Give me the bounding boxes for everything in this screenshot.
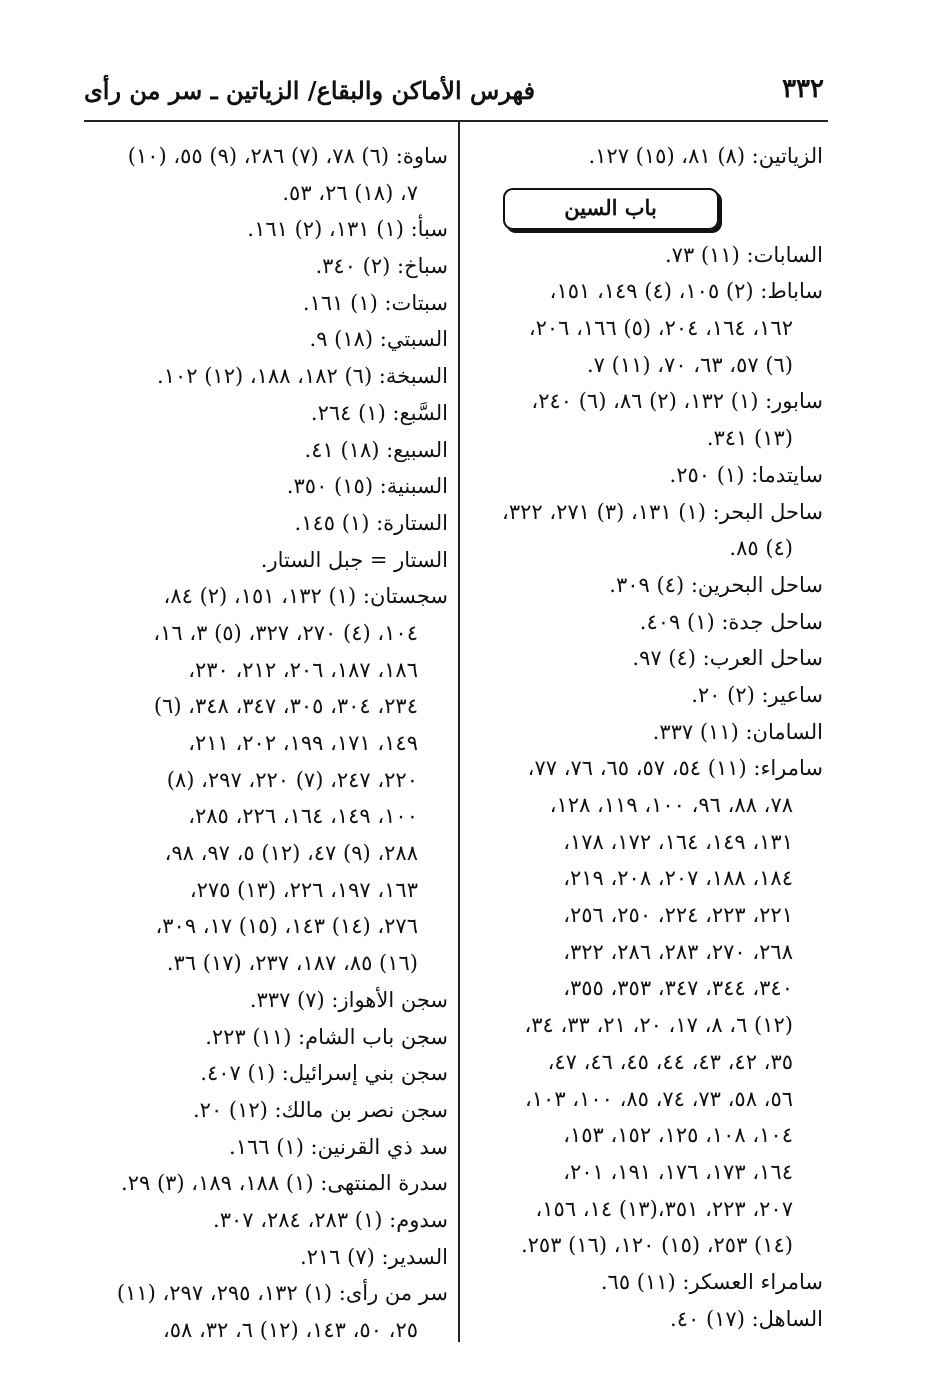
index-entry-continuation: ١٦٢، ١٦٤، ٢٠٤، (٥) ١٦٦، ٢٠٦، xyxy=(528,316,793,341)
index-entry: ساحل العرب: (٤) ٩٧. xyxy=(632,646,823,671)
index-entry-continuation: ٧٨، ٨٨، ٩٦، ١٠٠، ١١٩، ١٢٨، xyxy=(549,793,793,817)
index-entry: سجن نصر بن مالك: (١٢) ٢٠. xyxy=(192,1097,448,1122)
index-entry-continuation: ٧، (١٨) ٢٦، ٥٣. xyxy=(282,180,418,205)
index-entry-continuation: (١٦) ٨٥، ١٨٧، ٢٣٧، (١٧) ٣٦. xyxy=(166,951,418,976)
index-entry: ساوة: (٦) ٧٨، (٧) ٢٨٦، (٩) ٥٥، (١٠) xyxy=(127,144,448,168)
index-entry-continuation: (٤) ٨٥. xyxy=(729,536,793,561)
index-entry-continuation: ٣٤٠، ٣٤٤، ٣٤٧، ٣٥٣، ٣٥٥، xyxy=(563,976,793,1001)
index-entry-continuation: ٢٨٨، (٩) ٤٧، (١٢) ٥، ٩٧، ٩٨، xyxy=(164,841,418,866)
index-entry: سدوم: (١) ٢٨٣، ٢٨٤، ٣٠٧. xyxy=(213,1207,448,1232)
index-entry-continuation: ٢٣٤، ٣٠٤، ٣٠٥، ٣٤٧، ٣٤٨، (٦) xyxy=(153,694,418,719)
index-entry: السابات: (١١) ٧٣. xyxy=(664,242,823,267)
index-entry-continuation: ١٠٤، ١٠٨، ١٢٥، ١٥٢، ١٥٣، xyxy=(563,1123,793,1148)
index-entry: سجن بني إسرائيل: (١) ٤٠٧. xyxy=(200,1061,448,1086)
index-entry-continuation: ٣٥، ٤٢، ٤٣، ٤٤، ٤٥، ٤٦، ٤٧، xyxy=(547,1049,793,1074)
index-entry: السدير: (٧) ٢١٦. xyxy=(299,1244,448,1269)
index-entry-continuation: ٢٥، ٥٠، ١٤٣، (١٢) ٦، ٣٢، ٥٨، xyxy=(162,1318,418,1342)
index-entry: سدرة المنتهى: (١) ١٨٨، ١٨٩، (٣) ٢٩. xyxy=(121,1171,448,1196)
index-entry: ساحل البحر: (١) ١٣١، (٣) ٢٧١، ٣٢٢، xyxy=(502,499,823,524)
index-entry-continuation: ١٣١، ١٤٩، ١٦٤، ١٧٢، ١٧٨، xyxy=(563,829,793,854)
index-entry: ساعير: (٢) ٢٠. xyxy=(691,682,823,707)
index-entry: ساحل جدة: (١) ٤٠٩. xyxy=(639,609,823,634)
section-title: باب السين xyxy=(503,188,719,230)
index-entry: سجستان: (١) ١٣٢، ١٥١، (٢) ٨٤، xyxy=(163,584,448,609)
index-entry: سباخ: (٢) ٣٤٠. xyxy=(315,254,448,279)
index-column-left xyxy=(84,138,448,1349)
index-entry: السامان: (١١) ٣٣٧. xyxy=(652,719,823,744)
index-entry-continuation: ١٨٤، ١٨٨، ٢٠٧، ٢٠٨، ٢١٩، xyxy=(563,866,793,891)
index-entry-continuation: ١٨٦، ١٨٧، ٢٠٦، ٢١٢، ٢٣٠، xyxy=(188,657,418,682)
index-entry: سجن الأهواز: (٧) ٣٣٧. xyxy=(249,987,448,1012)
index-entry: ساحل البحرين: (٤) ٣٠٩. xyxy=(609,572,823,597)
index-entry: سامراء العسكر: (١١) ٦٥. xyxy=(600,1269,823,1294)
index-entry: السبنية: (١٥) ٣٥٠. xyxy=(286,474,448,499)
index-entry: سجن باب الشام: (١١) ٢٢٣. xyxy=(205,1024,448,1049)
index-entry: سد ذي القرنين: (١) ١٦٦. xyxy=(229,1134,448,1159)
index-entry-continuation: ١٦٤، ١٧٣، ١٧٦، ١٩١، ٢٠١، xyxy=(563,1159,793,1184)
index-entry-continuation: ٥٦، ٥٨، ٧٣، ٧٤، ٨٥، ١٠٠، ١٠٣، xyxy=(525,1086,793,1111)
index-entry-continuation: ١٠٠، ١٤٩، ١٦٤، ٢٢٦، ٢٨٥، xyxy=(188,804,418,829)
index-entry-continuation: ٢٦٨، ٢٧٠، ٢٨٣، ٢٨٦، ٣٢٢، xyxy=(563,939,793,964)
index-entry: ساباط: (٢) ١٠٥، (٤) ١٤٩، ١٥١، xyxy=(549,279,823,304)
index-entry-continuation: (٦) ٥٧، ٦٣، ٧٠، (١١) ٧. xyxy=(586,352,793,377)
index-entry: سايتدما: (١) ٢٥٠. xyxy=(669,462,823,487)
index-entry: سابور: (١) ١٣٢، (٢) ٨٦، (٦) ٢٤٠، xyxy=(531,389,823,414)
index-entry-continuation: ٢٢٠، ٢٤٧، (٧) ٢٢٠، ٢٩٧، (٨) xyxy=(166,767,418,792)
index-entry-continuation: ١٤٩، ١٧١، ١٩٩، ٢٠٢، ٢١١، xyxy=(188,731,418,755)
index-column-right xyxy=(468,138,823,1337)
index-entry-continuation: ٢٠٧، ٢٢٣، ٣٥١،(١٣) ١٤، ١٥٦، xyxy=(535,1196,793,1221)
index-entry: السبيع: (١٨) ٤١. xyxy=(304,437,448,462)
index-entry-continuation: (١٢) ٦، ٨، ١٧، ٢٠، ٢١، ٣٣، ٣٤، xyxy=(524,1013,793,1038)
index-entry: سر من رأى: (١) ١٣٢، ٢٩٥، ٢٩٧، (١١) xyxy=(116,1281,448,1306)
index-entry: السبتي: (١٨) ٩. xyxy=(309,327,448,352)
header-rule xyxy=(84,120,828,122)
index-entry-continuation: (١٤) ٢٥٣، (١٥) ١٢٠، (١٦) ٢٥٣. xyxy=(520,1233,793,1258)
index-entry: الستار = جبل الستار. xyxy=(260,547,448,572)
index-entry-continuation: ١٦٣، ١٩٧، ٢٢٦، (١٣) ٢٧٥، xyxy=(189,877,418,902)
index-entry-continuation: ٢٢١، ٢٢٣، ٢٢٤، ٢٥٠، ٢٥٦، xyxy=(563,903,793,928)
index-entry: سبتات: (١) ١٦١. xyxy=(302,290,448,315)
index-entry: سبأ: (١) ١٣١، (٢) ١٦١. xyxy=(247,217,448,242)
index-entry: الزياتين: (٨) ٨١، (١٥) ١٢٧. xyxy=(588,144,823,168)
index-entry: السَّبع: (١) ٢٦٤. xyxy=(310,400,448,425)
index-entry: السبخة: (٦) ١٨٢، ١٨٨، (١٢) ١٠٢. xyxy=(157,364,448,389)
page-number: ٣٣٢ xyxy=(782,74,824,104)
index-entry: سامراء: (١١) ٥٤، ٥٧، ٦٥، ٧٦، ٧٧، xyxy=(527,756,823,781)
page-header xyxy=(84,70,824,114)
index-entry-continuation: ٢٧٦، (١٤) ١٤٣، (١٥) ١٧، ٣٠٩، xyxy=(155,914,418,939)
index-entry-continuation: (١٣) ٣٤١. xyxy=(706,426,793,451)
running-title: فهرس الأماكن والبقاع/ الزياتين ـ سر من رأى xyxy=(84,76,536,105)
section-heading xyxy=(468,181,823,237)
index-entry: الستارة: (١) ١٤٥. xyxy=(294,510,448,535)
index-entry: الساهل: (١٧) ٤٠. xyxy=(670,1306,823,1331)
index-entry-continuation: ١٠٤، (٤) ٢٧٠، ٣٢٧، (٥) ٣، ١٦، xyxy=(153,620,418,645)
column-divider xyxy=(458,122,460,1342)
